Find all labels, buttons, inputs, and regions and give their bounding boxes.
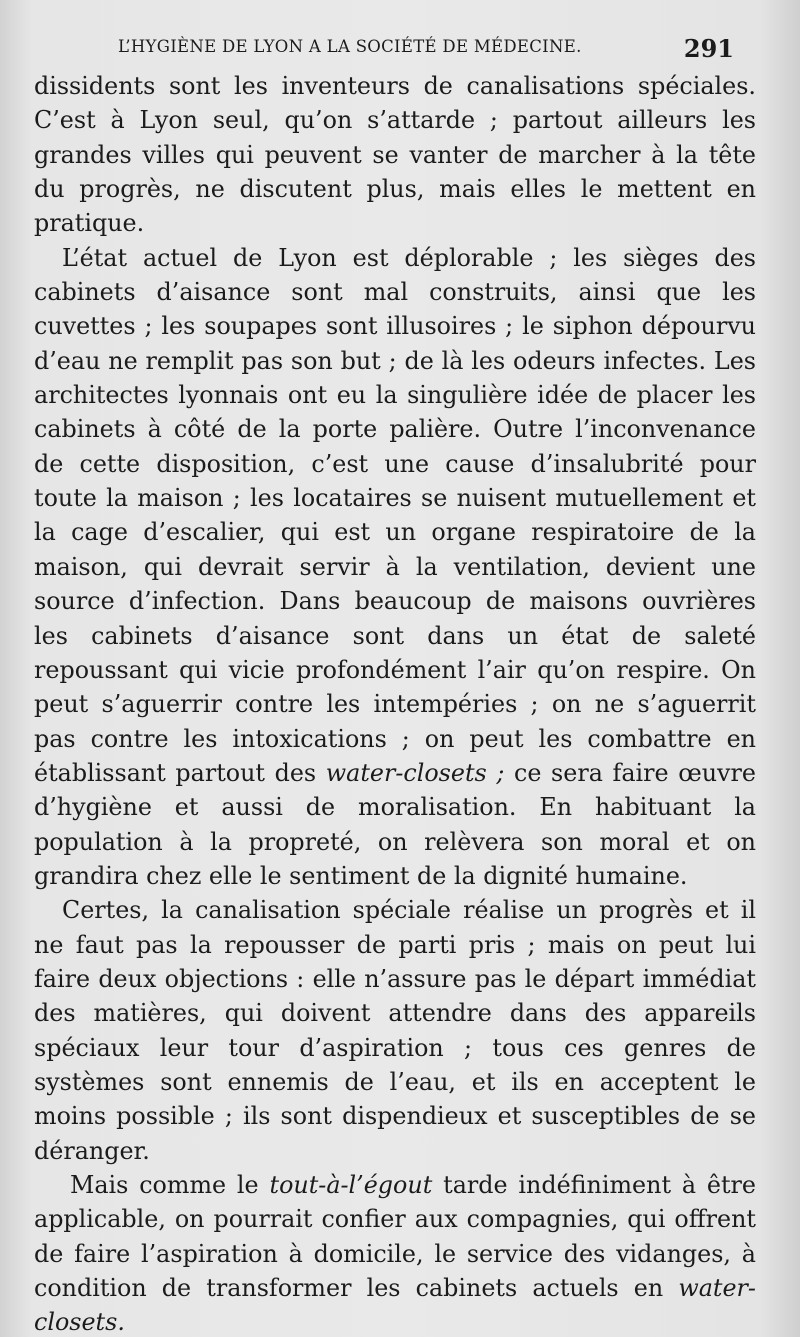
- paragraph-4-text-b: tarde indéfiniment à être applicable, on pourrait confier aux compagnies, qui offrent de faire l’aspiration à domicile, le service des vidanges, à condition de transformer les cabinets actuels en: [34, 1171, 756, 1303]
- paragraph-4-italic-2: water-closets.: [34, 1274, 756, 1337]
- paragraph-2: [34, 241, 756, 894]
- paragraph-4-italic-1: tout-à-l’égout: [269, 1171, 433, 1199]
- page-number: 291: [683, 34, 734, 63]
- paragraph-1: dissidents sont les inventeurs de canalisations spéciales. C’est à Lyon seul, qu’on s’attarde ; partout ailleurs les grandes villes qui peuvent se vanter de marcher à la tête du progrès, ne discutent plus, mais elles le mettent en pratique.: [34, 72, 756, 238]
- paragraph-2-italic: water-closets ;: [325, 758, 505, 787]
- body-text: [34, 69, 756, 1337]
- paragraph-2-text-b: ce sera faire œuvre d’hygiène et aussi de moralisation. En habituant la population à la propreté, on relèvera son moral et on grandira chez elle le sentiment de la dignité humaine.: [34, 758, 756, 890]
- paragraph-3: Certes, la canalisation spéciale réalise un progrès et il ne faut pas la repousser de parti pris ; mais on peut lui faire deux objections : elle n’assure pas le départ immédiat des matières, qui doivent attendre dans des appareils spéciaux leur tour d’aspiration ; tous ces genres de systèmes sont ennemis de l’eau, et ils en acceptent le moins possible ; ils sont dispendieux et susceptibles de se déranger.: [34, 896, 756, 1165]
- running-title: L’HYGIÈNE DE LYON A LA SOCIÉTÉ DE MÉDECINE.: [118, 37, 582, 56]
- paragraph-4-text-a: Mais comme le: [70, 1171, 259, 1199]
- paragraph-2-text-a: L’état actuel de Lyon est déplorable ; les sièges des cabinets d’aisance sont mal construits, ainsi que les cuvettes ; les soupapes sont illusoires ; le siphon dépourvu d’eau ne remplit pas son but ; de là les odeurs infectes. Les architectes lyonnais ont eu la singulière idée de placer les cabinets à côté de la porte palière. Outre l’inconvenance de cette disposition, c’est une cause d’insalubrité pour toute la maison ; les locataires se nuisent mutuellement et la cage d’escalier, qui est un organe respiratoire de la maison, qui devrait servir à la ventilation, devient une source d’infection. Dans beaucoup de maisons ouvrières les cabinets d’aisance sont dans un état de saleté repoussant qui vicie profondément l’air qu’on respire. On peut s’aguerrir contre les intempéries ; on ne s’aguerrit pas contre les intoxications ; on peut les combattre en établissant partout des: [34, 243, 756, 787]
- running-head: [118, 34, 734, 64]
- paragraph-4: [34, 1168, 756, 1337]
